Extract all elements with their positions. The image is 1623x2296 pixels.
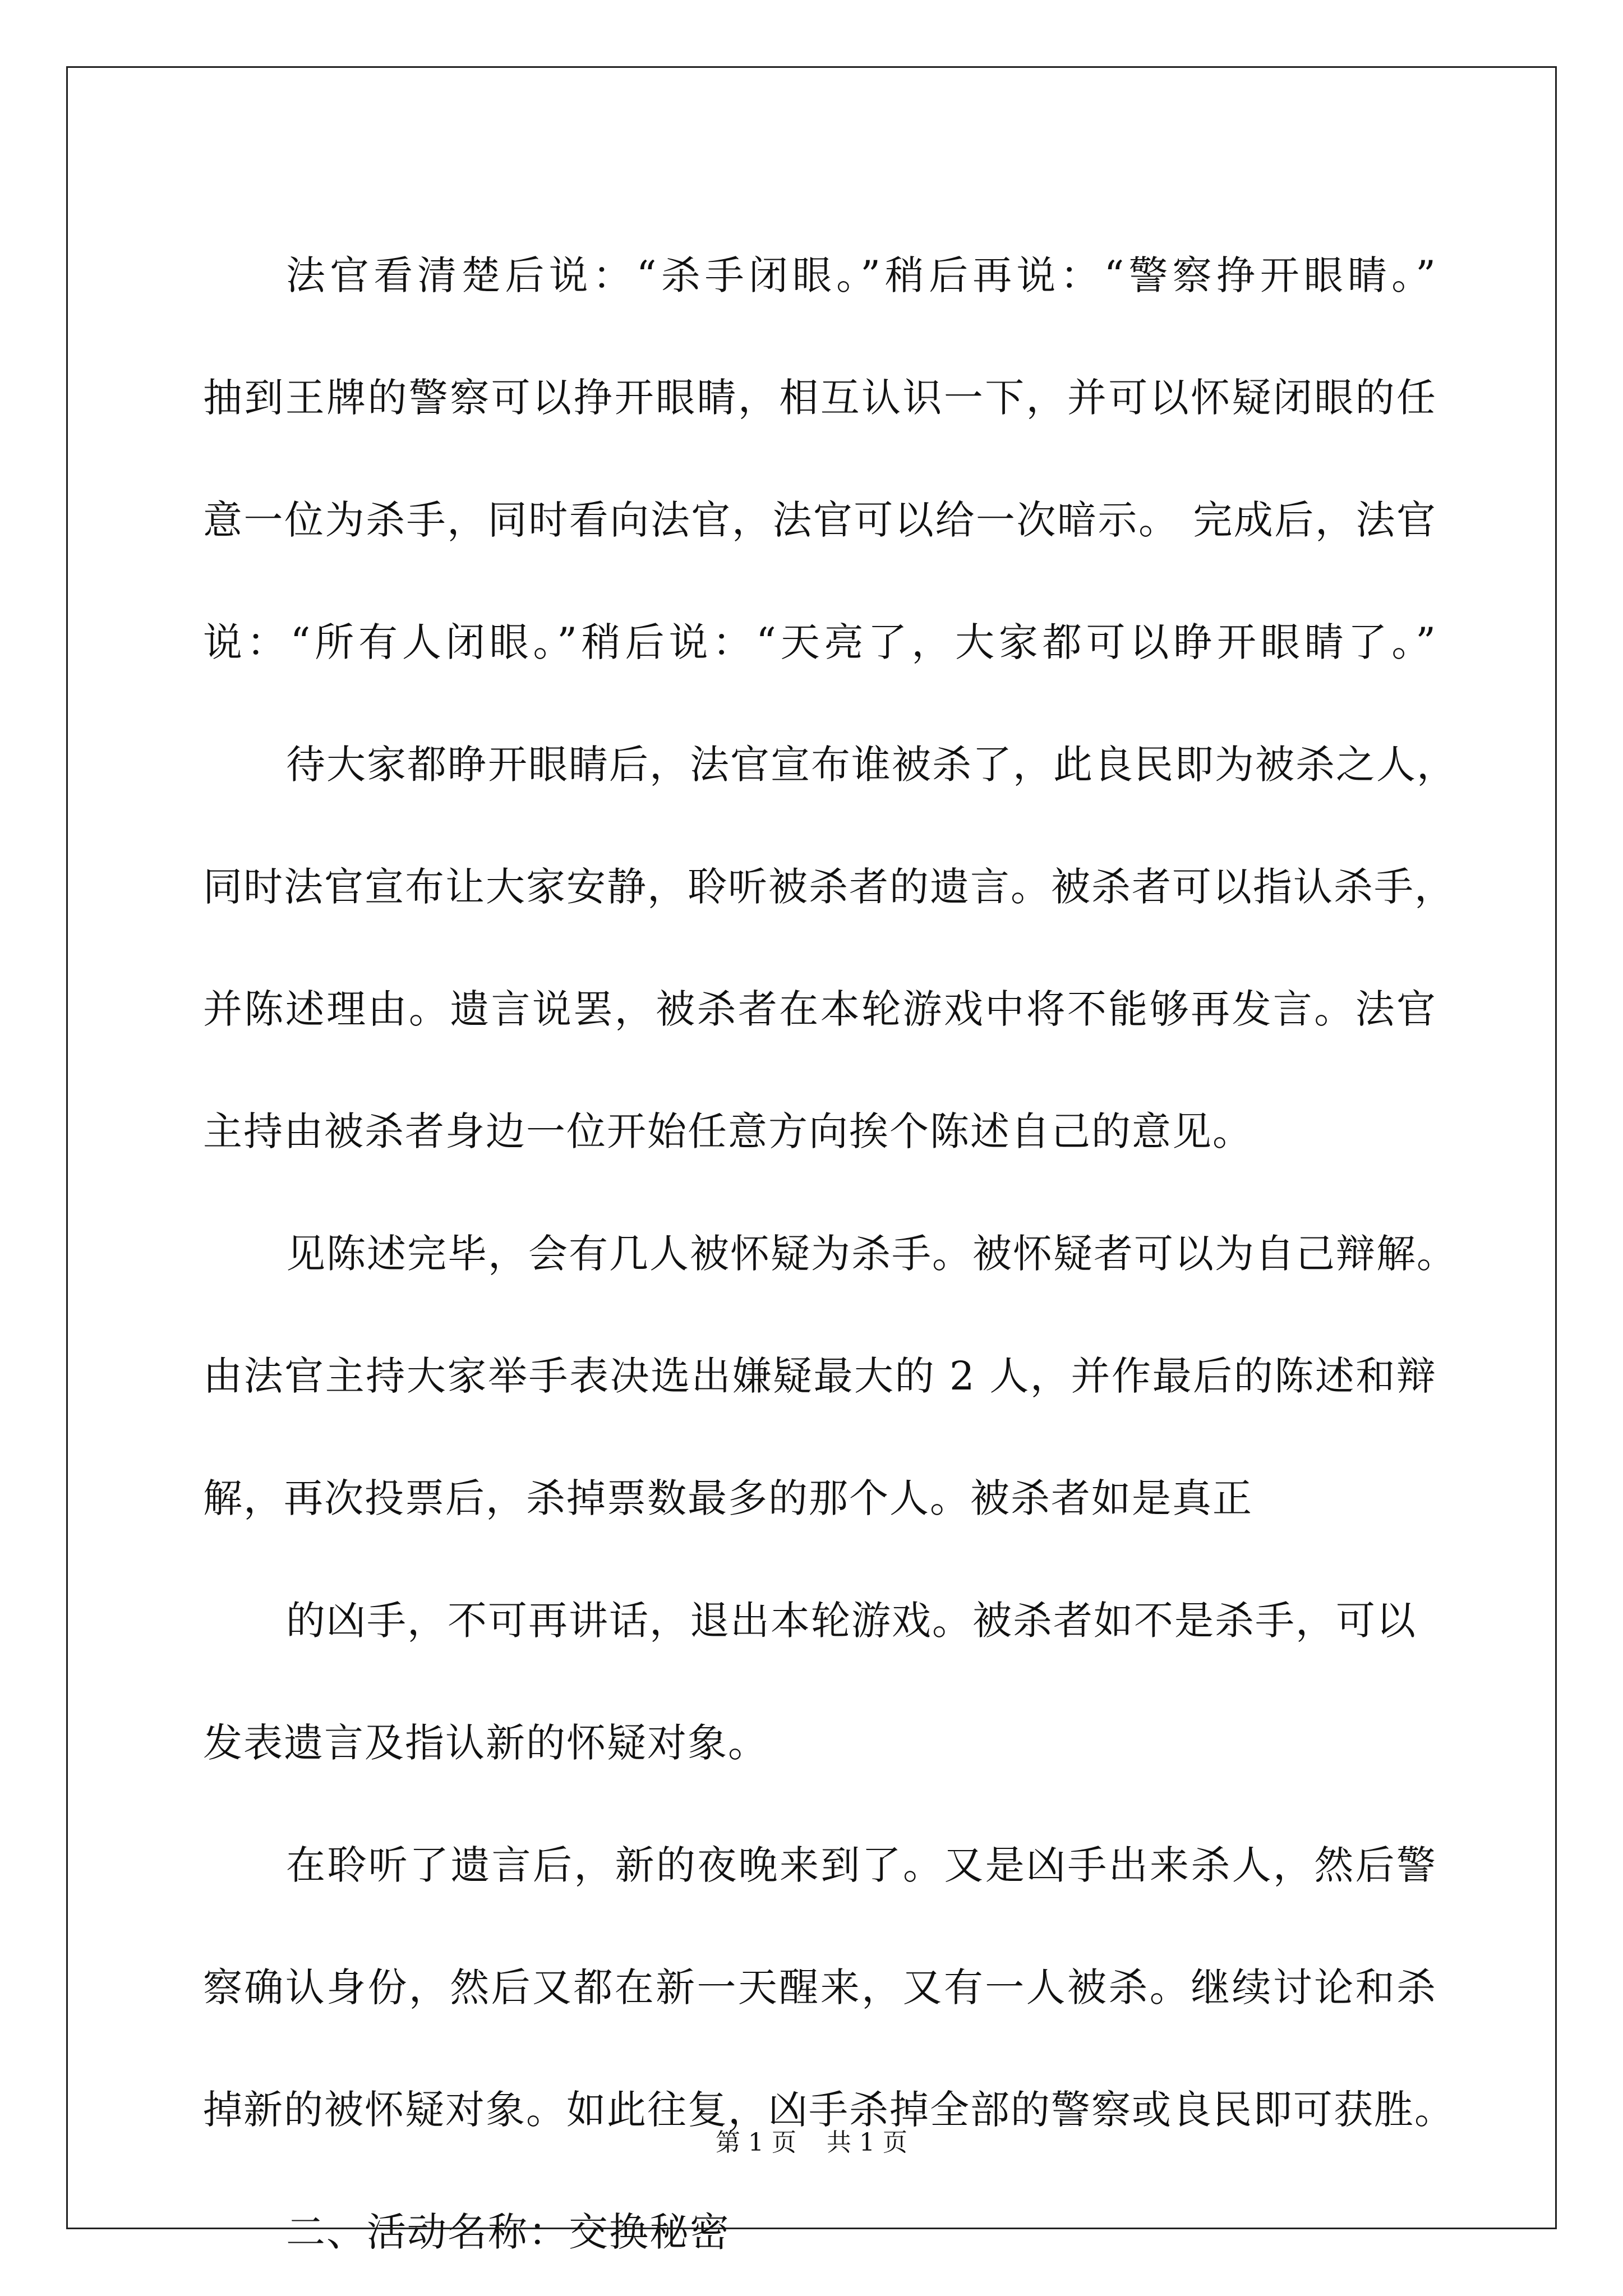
- text-line: 的凶手，不可再讲话，退出本轮游戏。被杀者如不是杀手，可以: [286, 1598, 1417, 1644]
- text-line: 待大家都睁开眼睛后，法官宣布谁被杀了，此良民即为被杀之人，: [286, 742, 1457, 788]
- text-line: 意一位为杀手，同时看向法官，法官可以给一次暗示。 完成后，法官: [203, 497, 1437, 543]
- page-total: 共 1 页: [827, 2128, 907, 2157]
- text-line: 解，再次投票后，杀掉票数最多的那个人。被杀者如是真正: [203, 1475, 1253, 1521]
- text-line: 主持由被杀者身边一位开始任意方向挨个陈述自己的意见。: [203, 1108, 1253, 1154]
- text-line: 同时法官宣布让大家安静，聆听被杀者的遗言。被杀者可以指认杀手，: [203, 864, 1455, 910]
- text-line: 发表遗言及指认新的怀疑对象。: [203, 1720, 768, 1766]
- page-footer: [0, 2126, 1623, 2160]
- page-number: 第 1 页: [716, 2128, 796, 2157]
- section-heading: 二、活动名称：交换秘密: [286, 2209, 730, 2255]
- document-body: [203, 214, 1457, 2293]
- text-line: 并陈述理由。遗言说罢，被杀者在本轮游戏中将不能够再发言。法官: [203, 986, 1437, 1032]
- text-line: 说：“所有人闭眼。”稍后说：“天亮了，大家都可以睁开眼睛了。”: [203, 619, 1437, 665]
- text-line: 由法官主持大家举手表决选出嫌疑最大的 2 人，并作最后的陈述和辩: [203, 1353, 1437, 1399]
- text-line: 法官看清楚后说：“杀手闭眼。”稍后再说：“警察挣开眼睛。”: [286, 252, 1437, 298]
- text-line: 见陈述完毕，会有几人被怀疑为杀手。被怀疑者可以为自己辩解。: [286, 1231, 1457, 1277]
- text-line: 抽到王牌的警察可以挣开眼睛，相互认识一下，并可以怀疑闭眼的任: [203, 375, 1437, 421]
- text-line: 掉新的被怀疑对象。如此往复，凶手杀掉全部的警察或良民即可获胜。: [203, 2087, 1455, 2133]
- text-line: 察确认身份，然后又都在新一天醒来，又有一人被杀。继续讨论和杀: [203, 1964, 1437, 2010]
- text-line: 在聆听了遗言后，新的夜晚来到了。又是凶手出来杀人，然后警: [286, 1842, 1437, 1888]
